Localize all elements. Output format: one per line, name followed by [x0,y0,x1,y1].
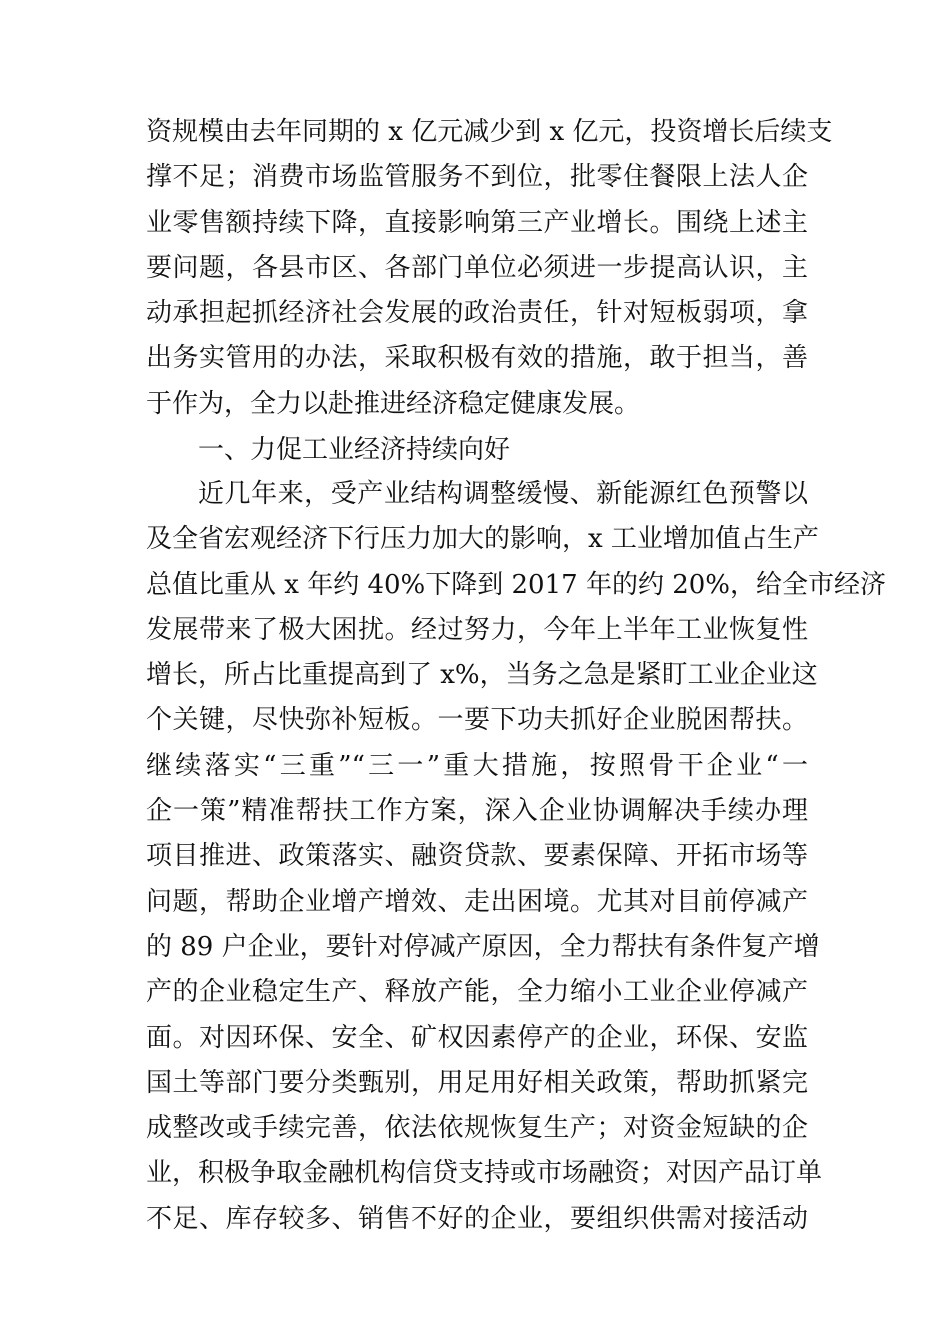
paragraph-line: 及全省宏观经济下行压力加大的影响，x 工业增加值占生产 [146,524,819,555]
paragraph-line: 产的企业稳定生产、释放产能，全力缩小工业企业停减产 [146,977,808,1008]
section-heading-text: 一、力促工业经济持续向好 [198,435,511,465]
paragraph-line: 要问题，各县市区、各部门单位必须进一步提高认识，主 [146,252,808,283]
paragraph-line: 问题，帮助企业增产增效、走出困境。尤其对目前停减产 [146,886,808,917]
paragraph-line: 不足、库存较多、销售不好的企业，要组织供需对接活动 [146,1203,808,1234]
paragraph-line: 国土等部门要分类甄别，用足用好相关政策，帮助抓紧完 [146,1067,808,1098]
paragraph-line: 近几年来，受产业结构调整缓慢、新能源红色预警以 [198,479,808,509]
paragraph-line: 企一策”精准帮扶工作方案，深入企业协调解决手续办理 [146,796,808,827]
paragraph-line: 出务实管用的办法，采取积极有效的措施，敢于担当，善 [146,343,808,374]
paragraph-1 [146,110,833,427]
paragraph-line: 业，积极争取金融机构信贷支持或市场融资；对因产品订单 [146,1158,823,1189]
paragraph-line: 项目推进、政策落实、融资贷款、要素保障、开拓市场等 [146,841,808,872]
paragraph-line: 的 89 户企业，要针对停减产原因，全力帮扶有条件复产增 [146,931,820,962]
paragraph-line: 成整改或手续完善，依法依规恢复生产；对资金短缺的企 [146,1113,808,1144]
paragraph-line: 继续落实“三重”“三一”重大措施，按照骨干企业“一 [146,750,808,781]
section-heading [146,428,808,473]
paragraph-line: 资规模由去年同期的 x 亿元减少到 x 亿元，投资增长后续支 [146,117,833,147]
paragraph-line: 增长，所占比重提高到了 x%，当务之急是紧盯工业企业这 [146,660,818,691]
paragraph-line: 于作为，全力以赴推进经济稳定健康发展。 [146,388,641,419]
paragraph-line: 面。对因环保、安全、矿权因素停产的企业，环保、安监 [146,1022,808,1053]
paragraph-2 [146,472,886,1242]
paragraph-line: 个关键，尽快弥补短板。一要下功夫抓好企业脱困帮扶。 [146,705,808,736]
paragraph-line: 总值比重从 x 年约 40%下降到 2017 年的约 20%，给全市经济 [146,569,886,600]
paragraph-line: 撑不足；消费市场监管服务不到位，批零住餐限上法人企 [146,162,808,193]
paragraph-line: 动承担起抓经济社会发展的政治责任，针对短板弱项，拿 [146,298,808,329]
paragraph-line: 业零售额持续下降，直接影响第三产业增长。围绕上述主 [146,207,808,238]
paragraph-line: 发展带来了极大困扰。经过努力，今年上半年工业恢复性 [146,614,808,645]
